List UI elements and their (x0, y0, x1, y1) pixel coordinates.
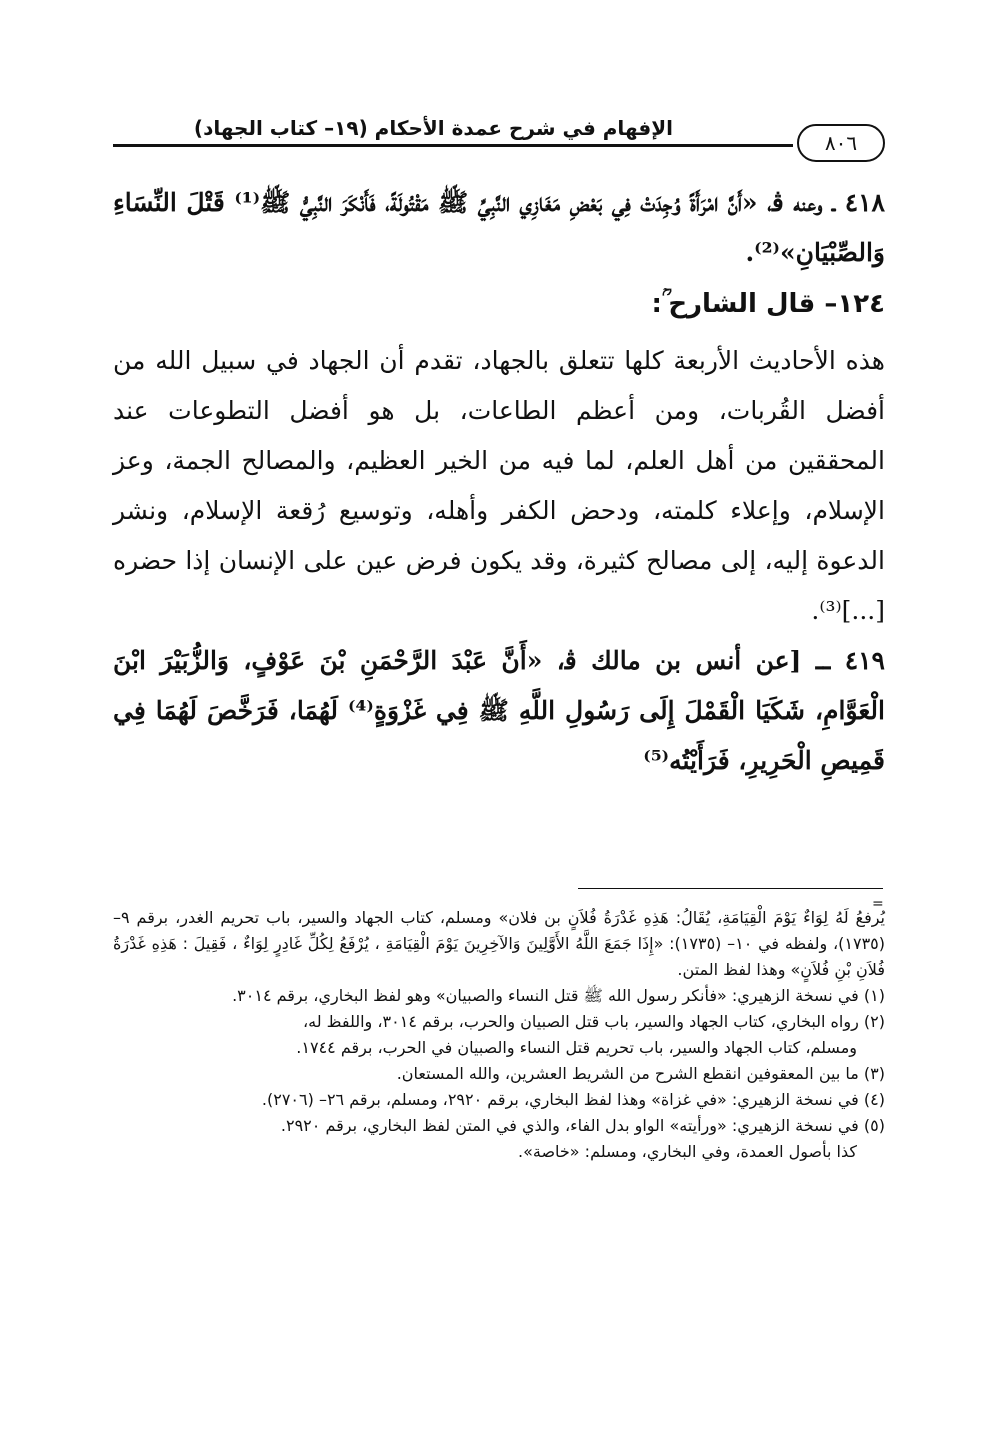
footnote-5-continued: كذا بأصول العمدة، وفي البخاري، ومسلم: «خاصة». (518, 1142, 857, 1161)
footnote-5: (٥) في نسخة الزهيري: «ورأيته» الواو بدل الفاء، والذي في المتن لفظ البخاري، برقم ٢٩٢٠. (280, 1116, 885, 1135)
footnote-1: (١) في نسخة الزهيري: «فأنكر رسول الله ﷺ قتل النساء والصبيان» وهو لفظ البخاري، برقم ٣٠١٤. (232, 986, 885, 1005)
footnote-separator (578, 888, 883, 889)
page-header (113, 114, 885, 158)
footnote-4: (٤) في نسخة الزهيري: «في غزاة» وهذا لفظ البخاري، برقم ٢٩٢٠، ومسلم، برقم ٢٦– (٢٧٠٦). (261, 1090, 885, 1109)
commentary: هذه الأحاديث الأربعة كلها تتعلق بالجهاد، تقدم أن الجهاد في سبيل الله من أفضل القُربات، ومن أعظم الطاعات، بل هو أفضل التطوعات عند المحققين من أهل العلم، لما فيه من الخير العظيم، والمصالح الجمة، وعز الإسلام، وإعلاء كلمته، ودحض الكفر وأهله، وتوسيع رُقعة الإسلام، ونشر الدعوة إليه، إلى مصالح كثيرة، وقد يكون فرض عين على الإنسان إذا حضره [...]⁽³⁾. (113, 346, 885, 625)
book-title: الإفهام في شرح عمدة الأحكام (١٩– كتاب الجهاد) (193, 116, 673, 140)
footnote-2-continued: ومسلم، كتاب الجهاد والسير، باب تحريم قتل النساء والصبيان في الحرب، برقم ١٧٤٤. (296, 1038, 857, 1057)
main-text (113, 178, 885, 786)
page-number: ٨٠٦ (797, 124, 885, 162)
hadith-418: ٤١٨ ـ وعنه ﭬ، «أَنَّ امْرَأَةً وُجِدَتْ فِي بَعْضِ مَغَازِي النَّبِيِّ ﷺ مَقْتُولَةً، فَأَنْكَرَ النَّبِيُّ ﷺ⁽¹⁾ قَتْلَ النِّسَاءِ وَالصِّبْيَانِ»⁽²⁾. (113, 188, 885, 267)
header-rule (113, 144, 793, 147)
footnote-continuation: يُرفعُ لَهُ لِوَاءٌ يَوْمَ الْقِيَامَةِ، يُقَالُ: هَذِهِ غَدْرَةُ فُلاَنٍ بن فلان» ومسلم، كتاب الجهاد والسير، باب تحريم الغدر، برقم ٩– (١٧٣٥)، ولفظه في ١٠– (١٧٣٥): «إِذَا جَمَعَ اللَّهُ الأَوَّلِينَ وَالآخِرِينَ يَوْمَ الْقِيَامَةِ ، يُرْفَعُ لِكُلِّ غَادِرٍ لِوَاءٌ ، فَقِيلَ : هَذِهِ غَدْرَةُ فُلاَنِ بْنِ فُلاَنٍ» وهذا لفظ المتن. (113, 908, 886, 979)
footnote-2: (٢) رواه البخاري، كتاب الجهاد والسير، باب قتل الصبيان والحرب، برقم ٣٠١٤، واللفظ له، (302, 1012, 885, 1031)
hadith-419: ٤١٩ ــ [عن أنس بن مالك ﭬ، «أَنَّ عَبْدَ الرَّحْمَنِ بْنَ عَوْفٍ، وَالزُّبَيْرَ ابْنَ الْعَوَّامِ، شَكَيَا الْقَمْلَ إِلَى رَسُولِ اللَّهِ ﷺ فِي غَزْوَةٍ⁽⁴⁾ لَهُمَا، فَرَخَّصَ لَهُمَا فِي قَمِيصِ الْحَرِيرِ، فَرَأَيْتُه⁽⁵⁾ (113, 646, 885, 775)
footnote-3: (٣) ما بين المعقوفين انقطع الشرح من الشريط العشرين، والله المستعان. (396, 1064, 885, 1083)
continuation-mark: = (872, 896, 884, 912)
footnotes (113, 905, 885, 1165)
section-title: ١٢٤– قال الشارح ؒ: (651, 289, 885, 319)
